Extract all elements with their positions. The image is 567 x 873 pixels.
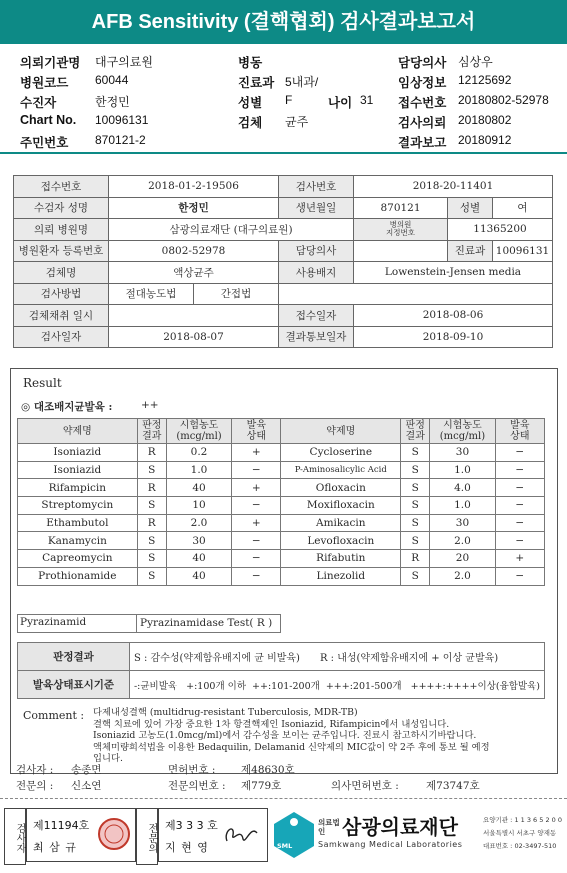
hospital-label: 의뢰기관명 <box>20 56 81 70</box>
comment-line: 결핵 치료에 있어 가장 중요한 1차 항결핵제인 Isoniazid, Rifampicin에서 내성입니다. <box>93 718 450 730</box>
cell-label: 담당의사 <box>279 240 354 262</box>
drug-row <box>18 479 545 497</box>
doc-license-value: 제73747호 <box>426 780 480 792</box>
drug-result: S <box>137 532 166 550</box>
judgement-table <box>17 642 545 699</box>
sex-value: F <box>285 93 293 107</box>
clinical-label: 임상정보 <box>398 76 447 90</box>
drug-concentration: 30 <box>430 444 495 462</box>
org-prefix: 의료법인 <box>318 818 340 836</box>
patient-info <box>0 48 567 154</box>
org-line: 요양기관 : 1 1 3 6 5 2 0 0 <box>483 816 562 824</box>
pza-value: Pyrazinamidase Test( R ) <box>136 614 272 632</box>
cell-value: 여 <box>493 197 553 219</box>
drug-name: Ofloxacin <box>281 479 401 497</box>
cell-value <box>279 283 553 305</box>
drug-concentration: 40 <box>166 550 231 568</box>
drug-growth: + <box>232 444 281 462</box>
drug-row <box>18 514 545 532</box>
result-title: Result <box>23 376 62 390</box>
comment-line: 다제내성결핵 (multidrug-resistant Tuberculosis, MDR-TB) <box>93 707 358 718</box>
drug-result: S <box>137 550 166 568</box>
result-box <box>10 368 558 774</box>
drug-growth: − <box>495 567 544 585</box>
org-line: 서울특별시 서초구 양재동 <box>483 829 557 837</box>
drug-concentration: 40 <box>166 567 231 585</box>
drug-name: Cycloserine <box>281 444 401 462</box>
spec-license-label: 전문의번호 : <box>168 780 226 792</box>
cell-value: 2018-20-11401 <box>354 176 553 198</box>
resident-value: 870121-2 <box>95 133 146 147</box>
report-value: 20180912 <box>458 133 512 147</box>
drug-name: Ethambutol <box>18 514 138 532</box>
pza-label: Pyrazinamid <box>20 616 87 628</box>
patient-value: 한정민 <box>95 95 130 109</box>
drug-concentration: 2.0 <box>430 532 495 550</box>
judgement-value <box>129 643 544 671</box>
code-value: 60044 <box>95 73 129 87</box>
org-line: 대표번호 : 02-3497-510 <box>483 842 557 850</box>
request-label: 검사의뢰 <box>398 116 447 130</box>
drug-name: Isoniazid <box>18 461 138 479</box>
drug-concentration: 4.0 <box>430 479 495 497</box>
specimen-label: 검체 <box>238 116 263 130</box>
drug-result: R <box>137 444 166 462</box>
cell-label: 병의원 지정번호 <box>354 219 448 241</box>
cell-value <box>109 305 279 327</box>
header-result: 판정 결과 <box>401 419 430 444</box>
sml-logo-icon <box>272 810 316 860</box>
drug-name: Moxifloxacin <box>281 497 401 515</box>
doctor-signature-icon <box>221 819 261 849</box>
cell-value: 0802-52978 <box>109 240 279 262</box>
accession-label: 접수번호 <box>398 96 447 110</box>
growth-standard-label: 발육상태표시기준 <box>18 671 130 699</box>
judgement-s: S : 감수성(약제함유배지에 균 비발육) <box>133 653 300 664</box>
scanned-report <box>8 166 557 792</box>
drug-result: S <box>137 567 166 585</box>
drug-result: S <box>401 567 430 585</box>
cell-label: 결과통보일자 <box>279 326 354 348</box>
tester-number: 제11194호 <box>33 819 90 832</box>
drug-result: S <box>401 497 430 515</box>
drug-growth: − <box>495 461 544 479</box>
clinical-value: 12125692 <box>458 73 512 87</box>
drug-name: Levofloxacin <box>281 532 401 550</box>
drug-row <box>18 497 545 515</box>
drug-concentration: 20 <box>430 550 495 568</box>
cell-value: 11365200 <box>448 219 553 241</box>
sml-logo-text: SML <box>277 842 293 850</box>
cell-value: 간접법 <box>194 283 279 305</box>
drug-result: S <box>401 479 430 497</box>
drug-result: R <box>401 550 430 568</box>
cell-value <box>354 240 448 262</box>
drug-name: Isoniazid <box>18 444 138 462</box>
resident-label: 주민번호 <box>20 136 69 150</box>
drug-concentration: 0.2 <box>166 444 231 462</box>
comment-line: 입니다. <box>93 753 123 764</box>
drug-growth: − <box>232 550 281 568</box>
drug-growth: − <box>495 532 544 550</box>
drug-name: Kanamycin <box>18 532 138 550</box>
drug-name: Amikacin <box>281 514 401 532</box>
drug-concentration: 10 <box>166 497 231 515</box>
doctor-name: 지 현 영 <box>165 841 209 854</box>
code-label: 병원코드 <box>20 76 69 90</box>
cell-value: 액상균주 <box>109 262 279 284</box>
comment-line: Isoniazid 고농도(1.0mcg/ml)에서 감수성을 보이는 균주입니다. 진료시 참고하시기바랍니다. <box>93 730 477 741</box>
drug-name: Linezolid <box>281 567 401 585</box>
growth-label: ◎ 대조배지균발육 : <box>21 401 113 413</box>
tester-value: 송종면 <box>71 764 102 776</box>
drug-growth: − <box>495 514 544 532</box>
doctor-label: 담당의사 <box>398 56 447 70</box>
drug-row <box>18 532 545 550</box>
cell-label: 검사번호 <box>279 176 354 198</box>
doctor-vertical-label: 전문의 <box>136 808 158 865</box>
divider <box>0 798 567 799</box>
org-english: Samkwang Medical Laboratories <box>318 840 463 849</box>
accession-value: 20180802-52978 <box>458 93 549 107</box>
cell-label: 검체명 <box>14 262 109 284</box>
drug-result: S <box>401 461 430 479</box>
drug-concentration: 40 <box>166 479 231 497</box>
age-label: 나이 <box>328 96 353 110</box>
drug-concentration: 1.0 <box>166 461 231 479</box>
tester-seal-icon <box>97 817 131 851</box>
cell-label: 의뢰 병원명 <box>14 219 109 241</box>
drug-row <box>18 444 545 462</box>
drug-result: S <box>401 444 430 462</box>
drug-growth: + <box>495 550 544 568</box>
tester-box <box>26 808 136 862</box>
cell-label: 수검자 성명 <box>14 197 109 219</box>
cell-value: 한정민 <box>109 197 279 219</box>
doctor-box <box>158 808 268 862</box>
cell-value: 10096131 <box>493 240 553 262</box>
tester-name: 최 삼 규 <box>33 841 77 854</box>
comment-label: Comment : <box>23 709 85 722</box>
header-result: 판정 결과 <box>137 419 166 444</box>
drug-growth: + <box>232 514 281 532</box>
drug-concentration: 30 <box>430 514 495 532</box>
spec-license-value: 제779호 <box>241 780 282 792</box>
org-name: 삼광의료재단 <box>342 817 458 839</box>
footer <box>0 806 567 866</box>
cell-label: 생년월일 <box>279 197 354 219</box>
header-conc: 시험농도 (mcg/ml) <box>166 419 231 444</box>
doctor-value: 심상우 <box>458 55 493 69</box>
drug-name: P-Aminosalicylic Acid <box>281 461 401 479</box>
drug-row <box>18 567 545 585</box>
cell-value: 절대농도법 <box>109 283 194 305</box>
sex-label: 성별 <box>238 96 263 110</box>
cell-label: 사용배지 <box>279 262 354 284</box>
doctor-number: 제3 3 3 호 <box>165 819 218 832</box>
header-drug: 약제명 <box>281 419 401 444</box>
drug-growth: − <box>495 444 544 462</box>
comment-body <box>93 707 548 765</box>
ward-label: 병동 <box>238 56 263 70</box>
drug-result: S <box>401 532 430 550</box>
drug-concentration: 30 <box>166 532 231 550</box>
dept-value: 5내과/ <box>285 75 319 89</box>
drug-result: R <box>137 514 166 532</box>
license-label: 면허번호 : <box>168 764 216 776</box>
reception-table <box>13 175 553 348</box>
drug-result: S <box>137 497 166 515</box>
cell-label: 진료과 <box>448 240 493 262</box>
org-contact <box>483 814 567 853</box>
drug-result: R <box>137 479 166 497</box>
drug-name: Rifampicin <box>18 479 138 497</box>
request-value: 20180802 <box>458 113 512 127</box>
drug-row <box>18 461 545 479</box>
specialist-label: 전문의 : <box>16 780 54 792</box>
judgement-label: 판정결과 <box>18 643 130 671</box>
comment-line: 액체미량희석법을 이용한 Bedaquilin, Delamanid 신약제의 MIC값이 약 2주 후에 통보 될 예정 <box>93 741 490 753</box>
drug-table <box>17 418 545 586</box>
cell-label: 검체채취 일시 <box>14 305 109 327</box>
cell-label: 성별 <box>448 197 493 219</box>
drug-growth: − <box>232 567 281 585</box>
drug-name: Prothionamide <box>18 567 138 585</box>
drug-name: Capreomycin <box>18 550 138 568</box>
judgement-r: R : 내성(약제함유배지에 + 이상 균발육) <box>319 653 499 664</box>
cell-label: 접수번호 <box>14 176 109 198</box>
cell-label: 접수일자 <box>279 305 354 327</box>
header-growth: 발육 상태 <box>232 419 281 444</box>
doc-license-label: 의사면허번호 : <box>331 780 399 792</box>
drug-concentration: 1.0 <box>430 497 495 515</box>
patient-label: 수진자 <box>20 96 57 110</box>
cell-label: 검사방법 <box>14 283 109 305</box>
header-growth: 발육 상태 <box>495 419 544 444</box>
growth-standard-value: -:균비발육 +:100개 이하 ++:101-200개 +++:201-500개 ++++:++++이상(융합발육) <box>129 671 544 699</box>
age-value: 31 <box>360 93 374 107</box>
report-title: AFB Sensitivity (결핵협회) 검사결과보고서 <box>0 0 567 44</box>
drug-row <box>18 550 545 568</box>
tester-vertical-label: 검사자 <box>4 808 26 865</box>
growth-value: ++ <box>141 399 159 411</box>
specialist-value: 신소연 <box>71 780 102 792</box>
chart-label: Chart No. <box>20 113 77 127</box>
dept-label: 진료과 <box>238 76 275 90</box>
drug-concentration: 1.0 <box>430 461 495 479</box>
chart-value: 10096131 <box>95 113 149 127</box>
cell-value: 2018-08-07 <box>109 326 279 348</box>
cell-value: 삼광의료재단 (대구의료원) <box>109 219 354 241</box>
pza-row <box>17 614 281 633</box>
cell-value: Lowenstein-Jensen media <box>354 262 553 284</box>
report-label: 결과보고 <box>398 136 447 150</box>
drug-name: Streptomycin <box>18 497 138 515</box>
drug-growth: + <box>232 479 281 497</box>
drug-result: S <box>137 461 166 479</box>
drug-concentration: 2.0 <box>166 514 231 532</box>
cell-label: 검사일자 <box>14 326 109 348</box>
drug-growth: − <box>495 497 544 515</box>
header-drug: 약제명 <box>18 419 138 444</box>
drug-growth: − <box>232 461 281 479</box>
cell-value: 2018-01-2-19506 <box>109 176 279 198</box>
license-value: 제48630호 <box>241 764 295 776</box>
tester-label: 검사자 : <box>16 764 54 776</box>
drug-growth: − <box>232 497 281 515</box>
drug-result: S <box>401 514 430 532</box>
drug-name: Rifabutin <box>281 550 401 568</box>
cell-value: 2018-08-06 <box>354 305 553 327</box>
drug-growth: − <box>232 532 281 550</box>
header-conc: 시험농도 (mcg/ml) <box>430 419 495 444</box>
drug-concentration: 2.0 <box>430 567 495 585</box>
specimen-value: 균주 <box>285 115 309 129</box>
cell-label: 병원환자 등록번호 <box>14 240 109 262</box>
drug-growth: − <box>495 479 544 497</box>
cell-value: 2018-09-10 <box>354 326 553 348</box>
cell-value: 870121 <box>354 197 448 219</box>
hospital-value: 대구의료원 <box>95 55 153 69</box>
